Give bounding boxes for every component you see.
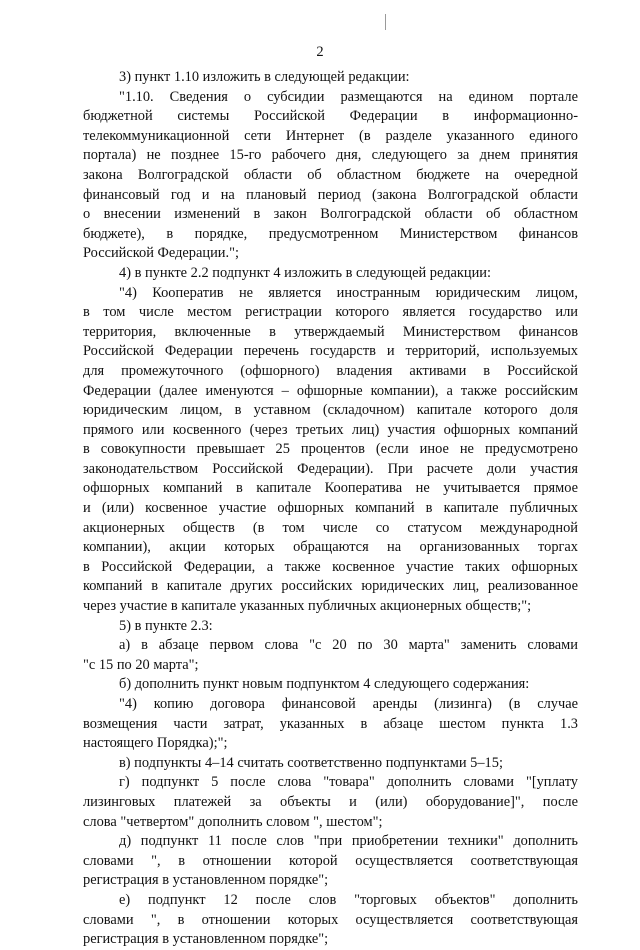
- text-line: возмещения части затрат, указанных в абзаце шестом пункта 1.3: [83, 715, 578, 732]
- text-line: "с 15 по 20 марта";: [83, 656, 199, 673]
- text-line: слова "четвертом" дополнить словом ", шестом";: [83, 813, 383, 830]
- text-line: 4) в пункте 2.2 подпункт 4 изложить в следующей редакции:: [119, 264, 492, 281]
- text-line: Федерации (далее именуются – офшорные компании), а также российским: [83, 382, 578, 399]
- text-line: в том числе местом регистрации которого является государство или: [83, 304, 578, 321]
- text-line: бюджетной системы Российской Федерации в информационно-: [83, 108, 578, 125]
- text-line: а) в абзаце первом слова "с 20 по 30 марта" заменить словами: [119, 637, 578, 654]
- text-line: территория, включенные в утверждаемый Министерством финансов: [83, 323, 578, 340]
- text-line: регистрация в установленном порядке";: [83, 872, 329, 889]
- text-line: акционерных обществ (в том числе со статусом международной: [83, 519, 578, 536]
- text-line: юридическим лицом, в уставном (складочном) капитале которого доля: [83, 402, 578, 419]
- text-line: бюджете), в порядке, предусмотренном Министерством финансов: [83, 225, 578, 242]
- text-line: портала) не позднее 15-го рабочего дня, следующего за днем принятия: [83, 147, 578, 164]
- text-line: словами ", в отношении которых осуществляется соответствующая: [83, 911, 578, 928]
- text-line: и (или) косвенное участие офшорных компаний в капитале публичных: [83, 500, 578, 517]
- text-line: регистрация в установленном порядке";: [83, 931, 329, 948]
- text-line: компании), акции которых обращаются на организованных торгах: [83, 539, 578, 556]
- text-line: Российской Федерации перечень государств и территорий, используемых: [83, 343, 578, 360]
- text-line: лизинговых платежей за объекты и (или) оборудование]", после: [83, 793, 578, 810]
- text-line: для промежуточного (офшорного) владения активами в Российской: [83, 362, 578, 379]
- text-line: офшорных компаний в капитале Кооператива не учитывается прямое: [83, 480, 578, 497]
- page-number: 2: [316, 44, 324, 60]
- text-line: телекоммуникационной сети Интернет (в разделе указанного единого: [83, 127, 578, 144]
- text-line: 5) в пункте 2.3:: [119, 617, 213, 634]
- text-line: г) подпункт 5 после слова "товара" дополнить словами "[уплату: [119, 774, 578, 791]
- text-line: "4) копию договора финансовой аренды (лизинга) (в случае: [119, 696, 578, 712]
- text-line: 3) пункт 1.10 изложить в следующей редакции:: [119, 69, 410, 85]
- text-line: д) подпункт 11 после слов "при приобретении техники" дополнить: [119, 833, 578, 850]
- text-line: через участие в капитале указанных публичных акционерных обществ;";: [83, 598, 532, 615]
- text-line: в совокупности превышает 25 процентов (если иное не предусмотрено: [83, 441, 578, 458]
- document-body: [83, 68, 578, 950]
- scan-mark: [385, 14, 386, 30]
- text-line: Российской Федерации.";: [83, 245, 239, 262]
- text-line: е) подпункт 12 после слов "торговых объектов" дополнить: [119, 891, 578, 908]
- text-line: б) дополнить пункт новым подпунктом 4 следующего содержания:: [119, 676, 530, 693]
- text-line: настоящего Порядка);";: [83, 735, 228, 752]
- text-line: финансовый год и на плановый период (закона Волгоградской области: [83, 186, 578, 203]
- text-line: закона Волгоградской области об областном бюджете на очередной: [83, 166, 578, 183]
- text-line: в) подпункты 4–14 считать соответственно подпунктами 5–15;: [119, 754, 503, 771]
- text-line: законодательством Российской Федерации). При расчете доли участия: [83, 460, 578, 477]
- text-line: словами ", в отношении которой осуществляется соответствующая: [83, 852, 578, 869]
- text-line: прямого или косвенного (через третьих лиц) участия офшорных компаний: [83, 421, 578, 438]
- text-line: компаний в капитале других российских юридических лиц, реализованное: [83, 578, 578, 595]
- text-line: "4) Кооператив не является иностранным юридическим лицом,: [119, 284, 578, 301]
- text-line: в Российской Федерации, а также косвенное участие таких офшорных: [83, 558, 578, 575]
- text-line: о внесении изменений в закон Волгоградской области об областном: [83, 206, 578, 223]
- text-line: "1.10. Сведения о субсидии размещаются на едином портале: [119, 88, 578, 105]
